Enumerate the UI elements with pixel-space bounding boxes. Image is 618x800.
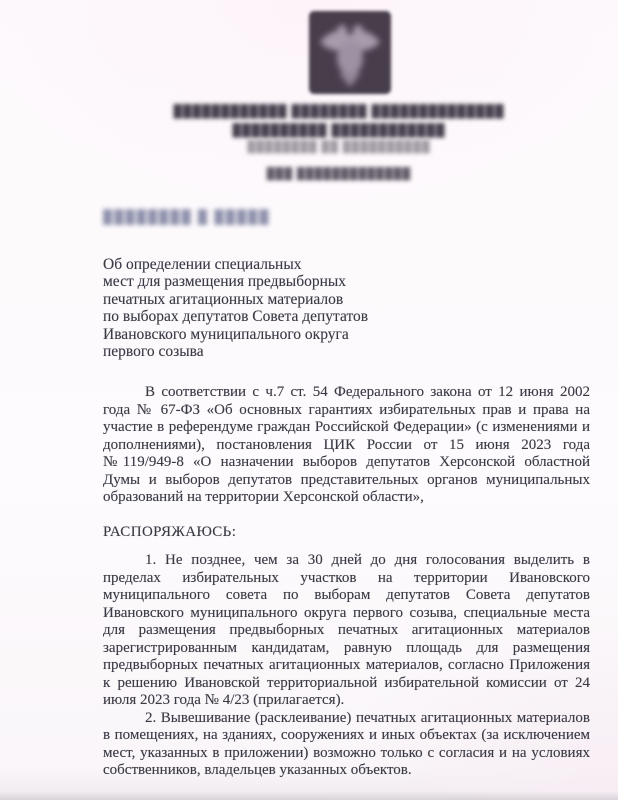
resolution-item-1: 1. Не позднее, чем за 30 дней до дня голосования выделить в пределах избирательных участков на территории Ивановского муниципального совета по выборам депутатов Совета депутатов Ивановского муниципального округа первого созыва, специальные места для размещения предвыборных печатных агитационных материалов зарегистрированным кандидатам, равную площадь для размещения предвыборных печатных агитационных материалов, согласно Приложения к решению Ивановской территориальной избирательной комиссии от 24 июля 2023 года № 4/23 (прилагается). [103, 552, 590, 708]
document-date-number-redacted: ████████ █ █████ [103, 209, 271, 224]
letterhead-org-line-2-redacted: ██████████ ████████████ [232, 123, 446, 137]
scan-edge-shadow [0, 791, 618, 800]
title-line: Ивановского муниципального округа [103, 325, 349, 343]
double-headed-eagle-icon [310, 12, 390, 92]
resolution-heading: РАСПОРЯЖАЮСЬ: [103, 524, 237, 540]
letterhead-org-line-3-redacted: ████████ ██ ██████████ [247, 141, 431, 153]
title-line: Об определении специальных [103, 256, 302, 273]
letterhead-org-line-1-redacted: ████████████ ████████ ██████████████ [173, 104, 505, 118]
resolution-item-2: 2. Вывешивание (расклеивание) печатных агитационных материалов в помещениях, на зданиях, сооружениях и иных объектах (за исключением мест, указанных в приложении) возможно только с согласия и на условиях собственников, владельцев указанных объектов. [103, 709, 590, 778]
coat-of-arms-icon [309, 11, 391, 94]
title-line: первого созыва [103, 343, 204, 361]
letterhead-contact-line-redacted: ███ █████████████ [266, 168, 412, 180]
title-line: печатных агитационных материалов [103, 290, 344, 308]
title-line: по выборах депутатов Совета депутатов [103, 308, 369, 326]
document-title [103, 256, 463, 360]
intro-paragraph: В соответствии с ч.7 ст. 54 Федерального закона от 12 июня 2002 года № 67-ФЗ «Об основных гарантиях избирательных прав и права на участие в референдуме граждан Российской Федерации» (с изменениями и дополнениями), постановления ЦИК России от 15 июня 2023 года №119/949-8 «О назначении выборов депутатов Херсонской областной Думы и выборов депутатов представительных органов муниципальных образований на территории Херсонской области», [103, 384, 590, 505]
title-line: мест для размещения предвыборных [103, 273, 347, 291]
resolution-items [103, 552, 590, 780]
